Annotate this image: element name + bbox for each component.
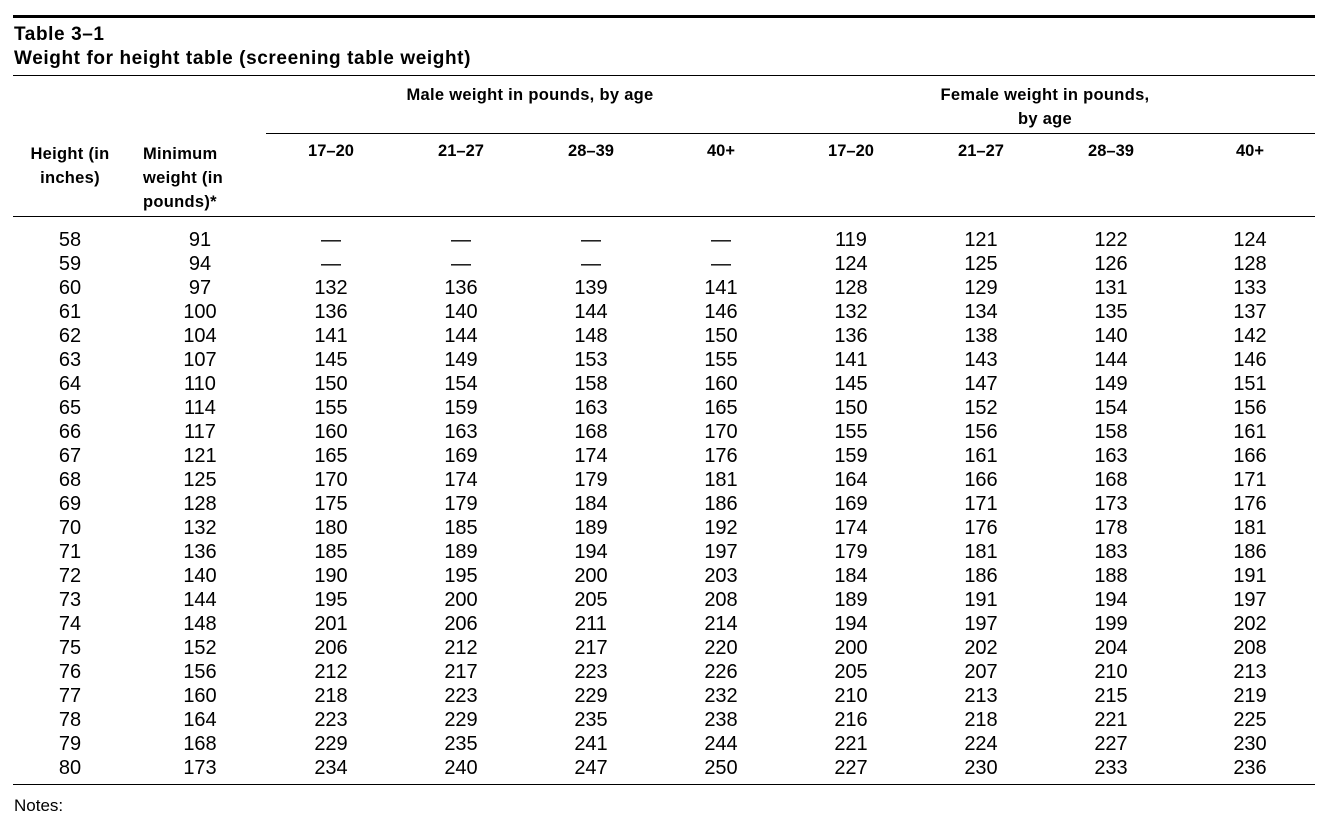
cell-height: 69 [58, 493, 82, 515]
cell-female-28-39: 173 [1094, 493, 1128, 515]
cell-height: 63 [58, 349, 82, 371]
cell-female-28-39: 233 [1094, 757, 1128, 779]
table-row [0, 228, 1334, 252]
age-subheader-female-21-27: 21–27 [958, 142, 1004, 160]
cell-minimum: 110 [184, 373, 216, 395]
table-row [0, 276, 1334, 300]
table-row [0, 348, 1334, 372]
table-row [0, 756, 1334, 780]
table-row [0, 372, 1334, 396]
cell-male-28-39: 205 [574, 589, 608, 611]
cell-minimum: 136 [183, 541, 217, 563]
cell-female-17-20: 169 [834, 493, 868, 515]
cell-height: 60 [58, 277, 82, 299]
cell-female-28-39: 215 [1094, 685, 1128, 707]
cell-male-40-plus: 176 [704, 445, 738, 467]
cell-height: 72 [58, 565, 82, 587]
cell-male-28-39: — [581, 253, 601, 275]
cell-minimum: 148 [183, 613, 217, 635]
cell-male-40-plus: 197 [704, 541, 738, 563]
cell-height: 78 [58, 709, 82, 731]
table-row [0, 420, 1334, 444]
cell-height: 79 [58, 733, 82, 755]
cell-height: 67 [58, 445, 82, 467]
cell-minimum: 117 [184, 421, 216, 443]
table-row [0, 468, 1334, 492]
cell-female-17-20: 119 [835, 229, 867, 251]
table-bottom-rule [13, 784, 1315, 785]
cell-female-40-plus: 156 [1233, 397, 1267, 419]
cell-height: 74 [58, 613, 82, 635]
cell-female-40-plus: 197 [1233, 589, 1267, 611]
cell-height: 77 [58, 685, 82, 707]
cell-female-28-39: 178 [1094, 517, 1128, 539]
cell-male-28-39: 200 [574, 565, 608, 587]
cell-male-28-39: 247 [574, 757, 608, 779]
cell-male-28-39: 241 [574, 733, 608, 755]
cell-height: 64 [58, 373, 82, 395]
cell-female-28-39: 122 [1094, 229, 1128, 251]
cell-female-17-20: 194 [834, 613, 868, 635]
cell-female-17-20: 179 [834, 541, 868, 563]
cell-male-28-39: 158 [574, 373, 608, 395]
cell-male-40-plus: 165 [704, 397, 738, 419]
cell-male-28-39: 148 [574, 325, 608, 347]
cell-male-40-plus: 226 [704, 661, 738, 683]
table-row [0, 684, 1334, 708]
cell-male-17-20: 229 [314, 733, 348, 755]
cell-male-40-plus: 192 [704, 517, 738, 539]
age-subheader-male-21-27: 21–27 [438, 142, 484, 160]
cell-female-21-27: 191 [964, 589, 998, 611]
cell-male-40-plus: 141 [704, 277, 738, 299]
cell-minimum: 121 [183, 445, 217, 467]
cell-female-40-plus: 225 [1233, 709, 1267, 731]
cell-height: 62 [58, 325, 82, 347]
cell-male-17-20: 145 [314, 349, 348, 371]
cell-female-40-plus: 133 [1233, 277, 1267, 299]
height-column-header: Height (in inches) [30, 145, 110, 187]
cell-female-21-27: 181 [964, 541, 998, 563]
cell-female-21-27: 186 [964, 565, 998, 587]
cell-male-21-27: — [451, 253, 471, 275]
cell-female-40-plus: 236 [1233, 757, 1267, 779]
cell-male-28-39: 163 [574, 397, 608, 419]
cell-male-21-27: — [451, 229, 471, 251]
cell-minimum: 152 [183, 637, 217, 659]
header-top-rule [13, 75, 1315, 76]
cell-female-28-39: 131 [1094, 277, 1128, 299]
cell-female-28-39: 204 [1094, 637, 1128, 659]
cell-female-28-39: 227 [1094, 733, 1128, 755]
cell-height: 75 [58, 637, 82, 659]
cell-female-40-plus: 166 [1233, 445, 1267, 467]
cell-male-40-plus: 244 [704, 733, 738, 755]
cell-male-28-39: 217 [574, 637, 608, 659]
age-subheader-female-17-20: 17–20 [828, 142, 874, 160]
cell-male-17-20: 201 [314, 613, 348, 635]
cell-height: 71 [58, 541, 82, 563]
cell-female-40-plus: 191 [1233, 565, 1267, 587]
cell-female-17-20: 221 [834, 733, 868, 755]
notes-label: Notes: [14, 796, 64, 815]
cell-minimum: 128 [183, 493, 217, 515]
table-row [0, 252, 1334, 276]
cell-female-40-plus: 128 [1233, 253, 1267, 275]
cell-female-17-20: 205 [834, 661, 868, 683]
cell-female-17-20: 227 [834, 757, 868, 779]
table-row [0, 492, 1334, 516]
cell-male-21-27: 200 [444, 589, 478, 611]
cell-female-28-39: 140 [1094, 325, 1128, 347]
cell-height: 58 [58, 229, 82, 251]
minimum-weight-column-header: Minimum weight (in pounds)* [143, 145, 223, 211]
cell-female-40-plus: 230 [1233, 733, 1267, 755]
cell-female-28-39: 149 [1094, 373, 1128, 395]
cell-female-21-27: 230 [964, 757, 998, 779]
cell-female-28-39: 168 [1094, 469, 1128, 491]
cell-height: 76 [58, 661, 82, 683]
cell-male-28-39: 229 [574, 685, 608, 707]
cell-female-17-20: 124 [834, 253, 868, 275]
cell-male-17-20: 223 [314, 709, 348, 731]
cell-female-21-27: 176 [964, 517, 998, 539]
cell-female-21-27: 125 [964, 253, 998, 275]
cell-female-21-27: 202 [964, 637, 998, 659]
cell-male-21-27: 217 [444, 661, 478, 683]
table-row [0, 708, 1334, 732]
cell-female-17-20: 164 [834, 469, 868, 491]
cell-female-17-20: 200 [834, 637, 868, 659]
cell-male-17-20: 175 [314, 493, 348, 515]
cell-male-21-27: 149 [444, 349, 478, 371]
cell-male-28-39: 189 [574, 517, 608, 539]
cell-male-28-39: 179 [574, 469, 608, 491]
cell-male-17-20: 206 [314, 637, 348, 659]
cell-height: 80 [58, 757, 82, 779]
cell-male-17-20: 195 [314, 589, 348, 611]
cell-minimum: 107 [183, 349, 217, 371]
cell-female-21-27: 134 [964, 301, 998, 323]
cell-minimum: 140 [183, 565, 217, 587]
cell-male-17-20: 170 [314, 469, 348, 491]
cell-male-21-27: 195 [444, 565, 478, 587]
cell-male-17-20: 180 [314, 517, 348, 539]
cell-minimum: 132 [183, 517, 217, 539]
table-row [0, 300, 1334, 324]
cell-male-28-39: 174 [574, 445, 608, 467]
age-subheader-male-28-39: 28–39 [568, 142, 614, 160]
cell-male-17-20: 218 [314, 685, 348, 707]
cell-female-17-20: 174 [834, 517, 868, 539]
cell-male-40-plus: 250 [704, 757, 738, 779]
cell-male-28-39: 211 [575, 613, 607, 635]
cell-female-40-plus: 146 [1233, 349, 1267, 371]
cell-female-28-39: 144 [1094, 349, 1128, 371]
cell-female-40-plus: 219 [1233, 685, 1267, 707]
cell-male-28-39: — [581, 229, 601, 251]
cell-height: 66 [58, 421, 82, 443]
cell-male-28-39: 184 [574, 493, 608, 515]
cell-female-17-20: 128 [834, 277, 868, 299]
cell-female-17-20: 155 [834, 421, 868, 443]
table-row [0, 564, 1334, 588]
cell-female-28-39: 221 [1094, 709, 1128, 731]
cell-male-28-39: 139 [574, 277, 608, 299]
table-number: Table 3–1 [14, 24, 105, 45]
cell-minimum: 94 [188, 253, 212, 275]
cell-male-17-20: 132 [314, 277, 348, 299]
cell-male-21-27: 189 [444, 541, 478, 563]
cell-female-28-39: 158 [1094, 421, 1128, 443]
table-body [0, 228, 1334, 780]
cell-minimum: 125 [183, 469, 217, 491]
cell-height: 59 [58, 253, 82, 275]
cell-male-21-27: 159 [444, 397, 478, 419]
cell-male-17-20: 141 [314, 325, 348, 347]
table-row [0, 588, 1334, 612]
cell-female-21-27: 138 [964, 325, 998, 347]
cell-male-17-20: 155 [314, 397, 348, 419]
cell-male-40-plus: 186 [704, 493, 738, 515]
table-row [0, 732, 1334, 756]
cell-female-40-plus: 213 [1233, 661, 1267, 683]
cell-female-21-27: 156 [964, 421, 998, 443]
cell-female-21-27: 152 [964, 397, 998, 419]
cell-female-21-27: 197 [964, 613, 998, 635]
cell-height: 65 [58, 397, 82, 419]
header-bottom-rule [13, 216, 1315, 217]
cell-female-40-plus: 171 [1233, 469, 1267, 491]
cell-male-28-39: 223 [574, 661, 608, 683]
table-row [0, 612, 1334, 636]
cell-male-28-39: 153 [574, 349, 608, 371]
cell-minimum: 97 [188, 277, 212, 299]
cell-male-17-20: 190 [314, 565, 348, 587]
cell-minimum: 100 [183, 301, 217, 323]
cell-minimum: 168 [183, 733, 217, 755]
cell-female-28-39: 194 [1094, 589, 1128, 611]
cell-male-17-20: 185 [314, 541, 348, 563]
top-rule [13, 15, 1315, 18]
cell-female-17-20: 136 [834, 325, 868, 347]
cell-male-28-39: 144 [574, 301, 608, 323]
cell-male-40-plus: 203 [704, 565, 738, 587]
cell-male-17-20: — [321, 253, 341, 275]
cell-male-40-plus: 220 [704, 637, 738, 659]
cell-male-40-plus: 181 [704, 469, 738, 491]
cell-male-40-plus: — [711, 229, 731, 251]
cell-male-40-plus: 170 [704, 421, 738, 443]
cell-minimum: 114 [184, 397, 216, 419]
cell-male-40-plus: 208 [704, 589, 738, 611]
cell-minimum: 173 [183, 757, 217, 779]
male-group-header: Male weight in pounds, by age [406, 86, 654, 104]
cell-male-40-plus: 214 [704, 613, 738, 635]
age-subheader-female-28-39: 28–39 [1088, 142, 1134, 160]
cell-female-28-39: 183 [1094, 541, 1128, 563]
cell-male-17-20: 136 [314, 301, 348, 323]
cell-female-17-20: 216 [834, 709, 868, 731]
cell-male-21-27: 212 [444, 637, 478, 659]
cell-female-17-20: 150 [834, 397, 868, 419]
cell-female-21-27: 207 [964, 661, 998, 683]
cell-female-21-27: 147 [964, 373, 998, 395]
cell-male-40-plus: 160 [704, 373, 738, 395]
cell-female-28-39: 154 [1094, 397, 1128, 419]
female-group-header: Female weight in pounds, by age [940, 86, 1150, 128]
cell-height: 61 [58, 301, 82, 323]
cell-female-21-27: 129 [964, 277, 998, 299]
cell-male-40-plus: 150 [704, 325, 738, 347]
cell-male-17-20: 165 [314, 445, 348, 467]
cell-male-21-27: 169 [444, 445, 478, 467]
cell-female-21-27: 161 [964, 445, 998, 467]
cell-male-21-27: 140 [444, 301, 478, 323]
age-subheader-male-40-plus: 40+ [707, 142, 735, 160]
cell-female-28-39: 199 [1094, 613, 1128, 635]
cell-female-17-20: 132 [834, 301, 868, 323]
cell-female-28-39: 210 [1094, 661, 1128, 683]
cell-female-40-plus: 202 [1233, 613, 1267, 635]
table-row [0, 324, 1334, 348]
cell-female-17-20: 184 [834, 565, 868, 587]
cell-female-40-plus: 151 [1233, 373, 1267, 395]
table-row [0, 660, 1334, 684]
cell-minimum: 156 [183, 661, 217, 683]
cell-female-21-27: 218 [964, 709, 998, 731]
cell-male-21-27: 223 [444, 685, 478, 707]
cell-female-21-27: 121 [964, 229, 998, 251]
cell-female-40-plus: 142 [1233, 325, 1267, 347]
cell-female-40-plus: 124 [1233, 229, 1267, 251]
cell-female-21-27: 171 [964, 493, 998, 515]
cell-male-21-27: 163 [444, 421, 478, 443]
cell-female-28-39: 135 [1094, 301, 1128, 323]
cell-female-21-27: 166 [964, 469, 998, 491]
cell-male-40-plus: — [711, 253, 731, 275]
age-subheader-male-17-20: 17–20 [308, 142, 354, 160]
cell-male-21-27: 240 [444, 757, 478, 779]
cell-female-17-20: 145 [834, 373, 868, 395]
cell-female-40-plus: 181 [1233, 517, 1267, 539]
cell-male-17-20: 234 [314, 757, 348, 779]
cell-height: 70 [58, 517, 82, 539]
cell-female-40-plus: 186 [1233, 541, 1267, 563]
table-row [0, 516, 1334, 540]
cell-minimum: 160 [183, 685, 217, 707]
cell-female-17-20: 189 [834, 589, 868, 611]
table-row [0, 444, 1334, 468]
table-row [0, 636, 1334, 660]
cell-male-21-27: 174 [444, 469, 478, 491]
cell-male-21-27: 144 [444, 325, 478, 347]
table-row [0, 396, 1334, 420]
cell-male-40-plus: 238 [704, 709, 738, 731]
table-title: Weight for height table (screening table weight) [14, 48, 472, 69]
cell-male-21-27: 179 [444, 493, 478, 515]
cell-male-17-20: 160 [314, 421, 348, 443]
cell-female-28-39: 163 [1094, 445, 1128, 467]
cell-male-40-plus: 146 [704, 301, 738, 323]
cell-female-17-20: 210 [834, 685, 868, 707]
cell-male-21-27: 229 [444, 709, 478, 731]
cell-male-40-plus: 232 [704, 685, 738, 707]
cell-female-40-plus: 176 [1233, 493, 1267, 515]
cell-minimum: 104 [183, 325, 217, 347]
cell-female-21-27: 143 [964, 349, 998, 371]
cell-male-17-20: — [321, 229, 341, 251]
cell-minimum: 144 [183, 589, 217, 611]
group-underline-rule [266, 133, 1315, 134]
cell-minimum: 91 [188, 229, 212, 251]
cell-male-17-20: 212 [314, 661, 348, 683]
cell-male-21-27: 154 [444, 373, 478, 395]
cell-male-17-20: 150 [314, 373, 348, 395]
cell-height: 73 [58, 589, 82, 611]
cell-female-40-plus: 208 [1233, 637, 1267, 659]
cell-male-21-27: 185 [444, 517, 478, 539]
cell-male-21-27: 235 [444, 733, 478, 755]
cell-female-28-39: 126 [1094, 253, 1128, 275]
cell-male-21-27: 136 [444, 277, 478, 299]
cell-female-40-plus: 137 [1233, 301, 1267, 323]
cell-female-21-27: 213 [964, 685, 998, 707]
cell-male-28-39: 235 [574, 709, 608, 731]
cell-female-17-20: 159 [834, 445, 868, 467]
cell-female-21-27: 224 [964, 733, 998, 755]
cell-female-28-39: 188 [1094, 565, 1128, 587]
cell-male-28-39: 194 [574, 541, 608, 563]
cell-male-40-plus: 155 [704, 349, 738, 371]
cell-male-28-39: 168 [574, 421, 608, 443]
cell-female-17-20: 141 [834, 349, 868, 371]
cell-minimum: 164 [183, 709, 217, 731]
cell-male-21-27: 206 [444, 613, 478, 635]
cell-female-40-plus: 161 [1233, 421, 1267, 443]
age-subheader-female-40-plus: 40+ [1236, 142, 1264, 160]
table-row [0, 540, 1334, 564]
cell-height: 68 [58, 469, 82, 491]
